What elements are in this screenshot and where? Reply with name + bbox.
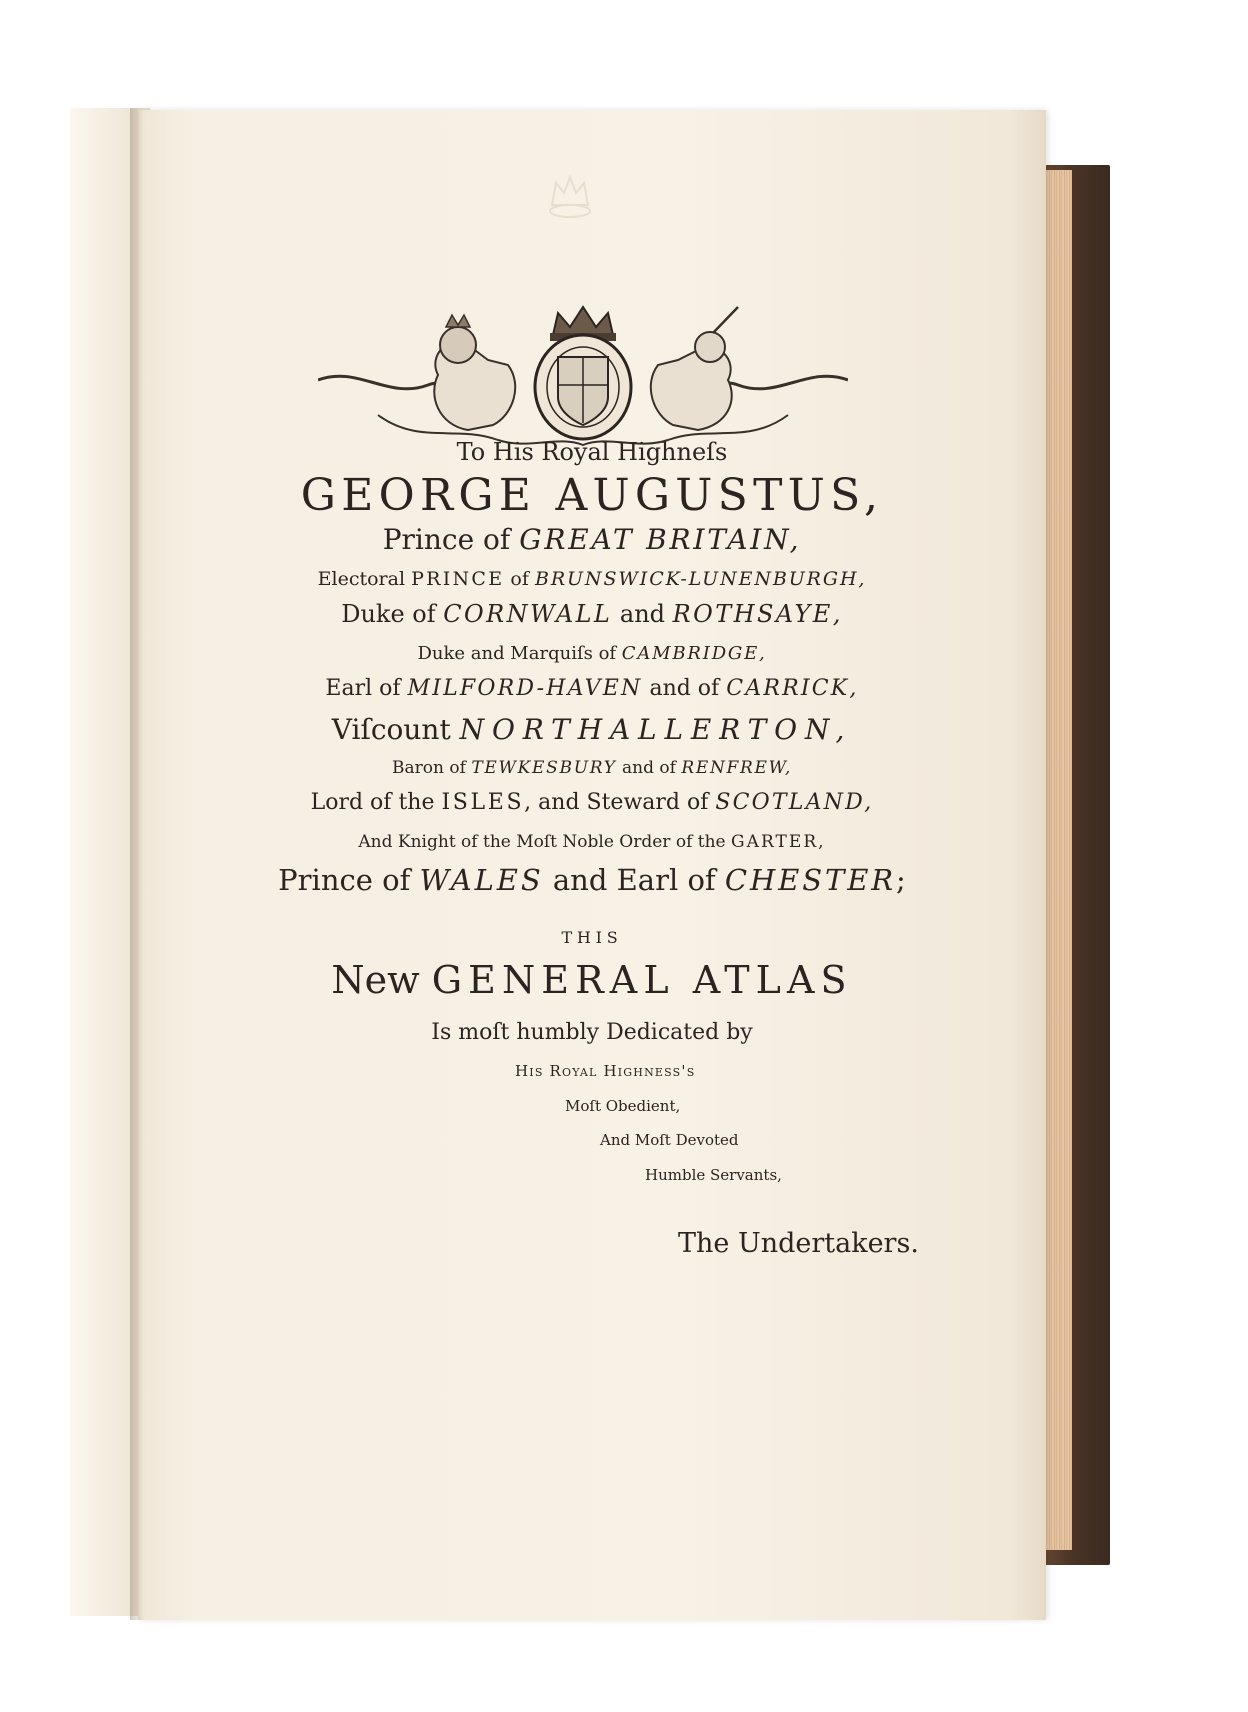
blind-stamp-crown-icon <box>540 165 600 221</box>
servants-line-1: His Royal Highness's <box>515 1062 696 1080</box>
title-line-isles: Lord of the ISLES, and Steward of SCOTLAND, <box>310 790 874 815</box>
title-line-cambridge: Duke and Marquiſs of CAMBRIDGE, <box>417 643 767 664</box>
title-line-prince: Prince of GREAT BRITAIN, <box>382 523 802 556</box>
dedicatee-name: GEORGE AUGUSTUS, <box>300 470 884 521</box>
dedication-to: To His Royal Highneſs <box>456 438 728 466</box>
servants-line-2: Moſt Obedient, <box>565 1097 681 1115</box>
title-line-wales: Prince of WALES and Earl of CHESTER; <box>278 863 906 897</box>
title-line-viscount: Viſcount NORTHALLERTON, <box>331 713 853 746</box>
dedication-statement: Is moſt humbly Dedicated by <box>431 1020 753 1045</box>
title-line-baron: Baron of TEWKESBURY and of RENFREW, <box>392 758 792 778</box>
servants-line-4: Humble Servants, <box>645 1166 782 1184</box>
signature-undertakers: The Undertakers. <box>678 1228 919 1259</box>
this-label: THIS <box>561 928 623 947</box>
title-line-garter: And Knight of the Moſt Noble Order of the GARTER, <box>358 832 826 852</box>
title-line-cornwall: Duke of CORNWALL and ROTHSAYE, <box>341 600 843 628</box>
title-line-electoral: Electoral PRINCE of BRUNSWICK-LUNENBURGH, <box>317 568 867 590</box>
servants-line-3: And Moſt Devoted <box>600 1131 739 1149</box>
title-line-milford: Earl of MILFORD-HAVEN and of CARRICK, <box>325 676 859 701</box>
atlas-title: New GENERAL ATLAS <box>331 958 853 1002</box>
